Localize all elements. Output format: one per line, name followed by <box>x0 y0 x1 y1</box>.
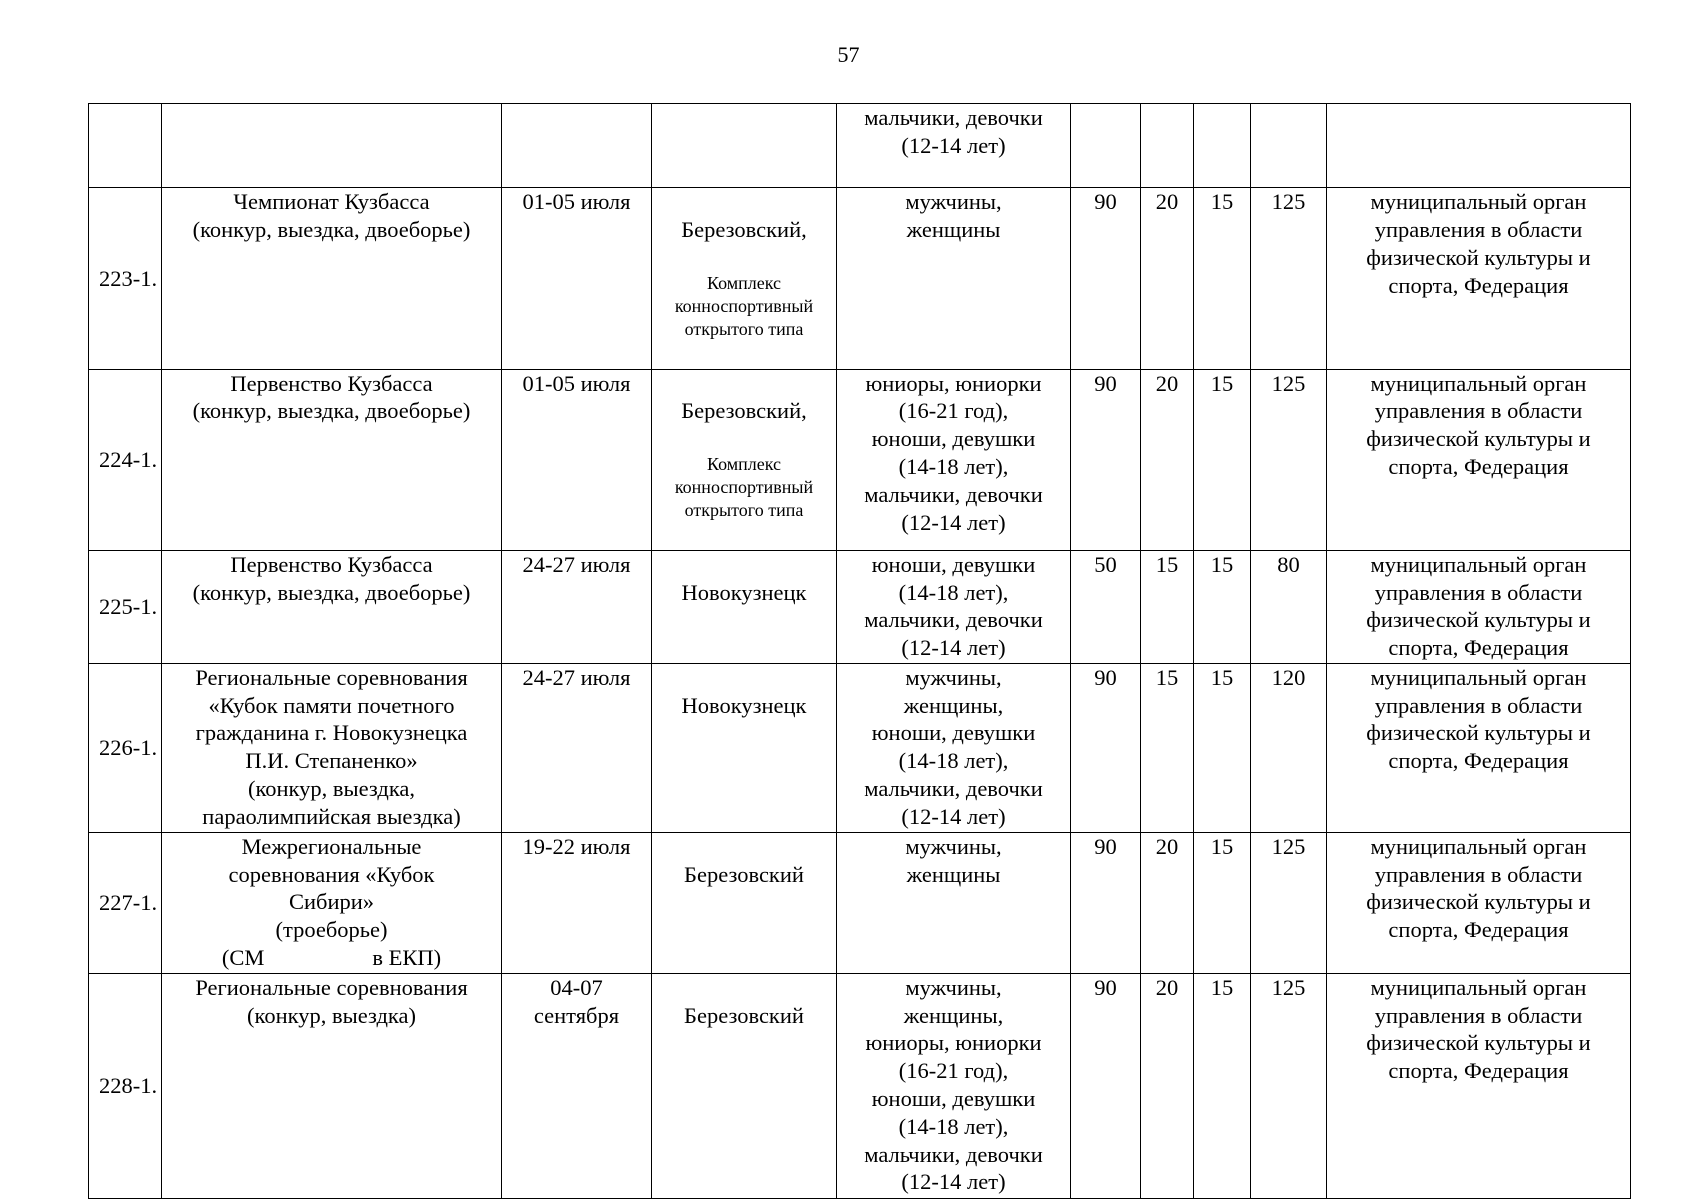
venue-cell <box>652 104 837 188</box>
count-cell-3: 15 <box>1194 832 1251 973</box>
total-cell: 125 <box>1251 369 1327 550</box>
dates-cell: 01-05 июля <box>502 369 652 550</box>
count-cell-1: 50 <box>1071 550 1141 663</box>
count-cell-1: 90 <box>1071 188 1141 369</box>
count-cell-2: 20 <box>1141 369 1194 550</box>
count-cell-2 <box>1141 104 1194 188</box>
organizer-cell: муниципальный орган управления в области физической культуры и спорта, Федерация <box>1327 832 1631 973</box>
row-number-cell: 226-1. <box>89 663 162 832</box>
venue-city: Березовский, <box>681 217 807 243</box>
table-row <box>89 104 1631 188</box>
dates-cell: 24-27 июля <box>502 550 652 663</box>
venue-cell <box>652 188 837 369</box>
event-sm-right: в ЕКП) <box>372 944 442 970</box>
total-cell: 125 <box>1251 832 1327 973</box>
table-row <box>89 369 1631 550</box>
count-cell-3: 15 <box>1194 663 1251 832</box>
participants-cell: мужчины, женщины, юниоры, юниорки (16-21 год), юноши, девушки (14-18 лет), мальчики, девочки (12-14 лет) <box>837 973 1071 1198</box>
total-cell: 120 <box>1251 663 1327 832</box>
event-name-cell: Чемпионат Кузбасса (конкур, выездка, двоеборье) <box>162 188 502 369</box>
event-name-cell <box>162 104 502 188</box>
organizer-cell: муниципальный орган управления в области физической культуры и спорта, Федерация <box>1327 550 1631 663</box>
table-row <box>89 973 1631 1198</box>
table-row <box>89 663 1631 832</box>
count-cell-1: 90 <box>1071 663 1141 832</box>
venue-city: Березовский, <box>681 398 807 424</box>
venue-cell <box>652 973 837 1198</box>
event-name-text: Межрегиональные соревнования «Кубок Сибири» (троеборье) <box>228 833 435 943</box>
count-cell-3: 15 <box>1194 369 1251 550</box>
row-number-cell: 224-1. <box>89 369 162 550</box>
organizer-cell <box>1327 104 1631 188</box>
table-row <box>89 832 1631 973</box>
row-number-cell: 223-1. <box>89 188 162 369</box>
row-number-cell: 228-1. <box>89 973 162 1198</box>
organizer-cell: муниципальный орган управления в области физической культуры и спорта, Федерация <box>1327 188 1631 369</box>
row-number-cell: 225-1. <box>89 550 162 663</box>
organizer-cell: муниципальный орган управления в области физической культуры и спорта, Федерация <box>1327 973 1631 1198</box>
event-name-cell: Первенство Кузбасса (конкур, выездка, двоеборье) <box>162 369 502 550</box>
participants-cell: юниоры, юниорки (16-21 год), юноши, девушки (14-18 лет), мальчики, девочки (12-14 лет) <box>837 369 1071 550</box>
row-number-cell <box>89 104 162 188</box>
participants-cell: мужчины, женщины <box>837 188 1071 369</box>
count-cell-2: 20 <box>1141 188 1194 369</box>
count-cell-1: 90 <box>1071 369 1141 550</box>
venue-facility: Комплекс конноспортивный открытого типа <box>674 453 814 520</box>
event-sm-left: (СМ <box>221 944 265 970</box>
table-row <box>89 550 1631 663</box>
table-row <box>89 188 1631 369</box>
row-number-cell: 227-1. <box>89 832 162 973</box>
organizer-cell: муниципальный орган управления в области физической культуры и спорта, Федерация <box>1327 369 1631 550</box>
venue-city: Березовский <box>684 861 804 887</box>
total-cell: 125 <box>1251 188 1327 369</box>
organizer-cell: муниципальный орган управления в области физической культуры и спорта, Федерация <box>1327 663 1631 832</box>
event-name-cell: Первенство Кузбасса (конкур, выездка, двоеборье) <box>162 550 502 663</box>
page-number: 57 <box>837 42 860 67</box>
participants-cell: юноши, девушки (14-18 лет), мальчики, девочки (12-14 лет) <box>837 550 1071 663</box>
event-name-cell <box>162 832 502 973</box>
total-cell: 125 <box>1251 973 1327 1198</box>
venue-city: Новокузнецк <box>681 579 807 605</box>
participants-cell: мужчины, женщины <box>837 832 1071 973</box>
event-name-cell: Региональные соревнования «Кубок памяти почетного гражданина г. Новокузнецка П.И. Степаненко» (конкур, выездка, параолимпийская выездка) <box>162 663 502 832</box>
dates-cell: 01-05 июля <box>502 188 652 369</box>
participants-cell: мальчики, девочки (12-14 лет) <box>837 104 1071 188</box>
events-table <box>88 103 1631 1199</box>
venue-cell <box>652 663 837 832</box>
venue-cell <box>652 369 837 550</box>
dates-cell: 24-27 июля <box>502 663 652 832</box>
venue-city: Березовский <box>684 1002 804 1028</box>
count-cell-3: 15 <box>1194 550 1251 663</box>
dates-cell <box>502 104 652 188</box>
count-cell-2: 15 <box>1141 550 1194 663</box>
venue-cell <box>652 550 837 663</box>
count-cell-1 <box>1071 104 1141 188</box>
dates-cell: 19-22 июля <box>502 832 652 973</box>
count-cell-1: 90 <box>1071 832 1141 973</box>
count-cell-2: 20 <box>1141 832 1194 973</box>
count-cell-1: 90 <box>1071 973 1141 1198</box>
total-cell <box>1251 104 1327 188</box>
venue-city: Новокузнецк <box>681 692 807 718</box>
venue-cell <box>652 832 837 973</box>
venue-facility: Комплекс конноспортивный открытого типа <box>674 272 814 339</box>
count-cell-3: 15 <box>1194 973 1251 1198</box>
count-cell-2: 20 <box>1141 973 1194 1198</box>
event-name-cell: Региональные соревнования (конкур, выездка) <box>162 973 502 1198</box>
participants-cell: мужчины, женщины, юноши, девушки (14-18 лет), мальчики, девочки (12-14 лет) <box>837 663 1071 832</box>
count-cell-3: 15 <box>1194 188 1251 369</box>
dates-cell: 04-07 сентября <box>502 973 652 1198</box>
count-cell-3 <box>1194 104 1251 188</box>
count-cell-2: 15 <box>1141 663 1194 832</box>
total-cell: 80 <box>1251 550 1327 663</box>
